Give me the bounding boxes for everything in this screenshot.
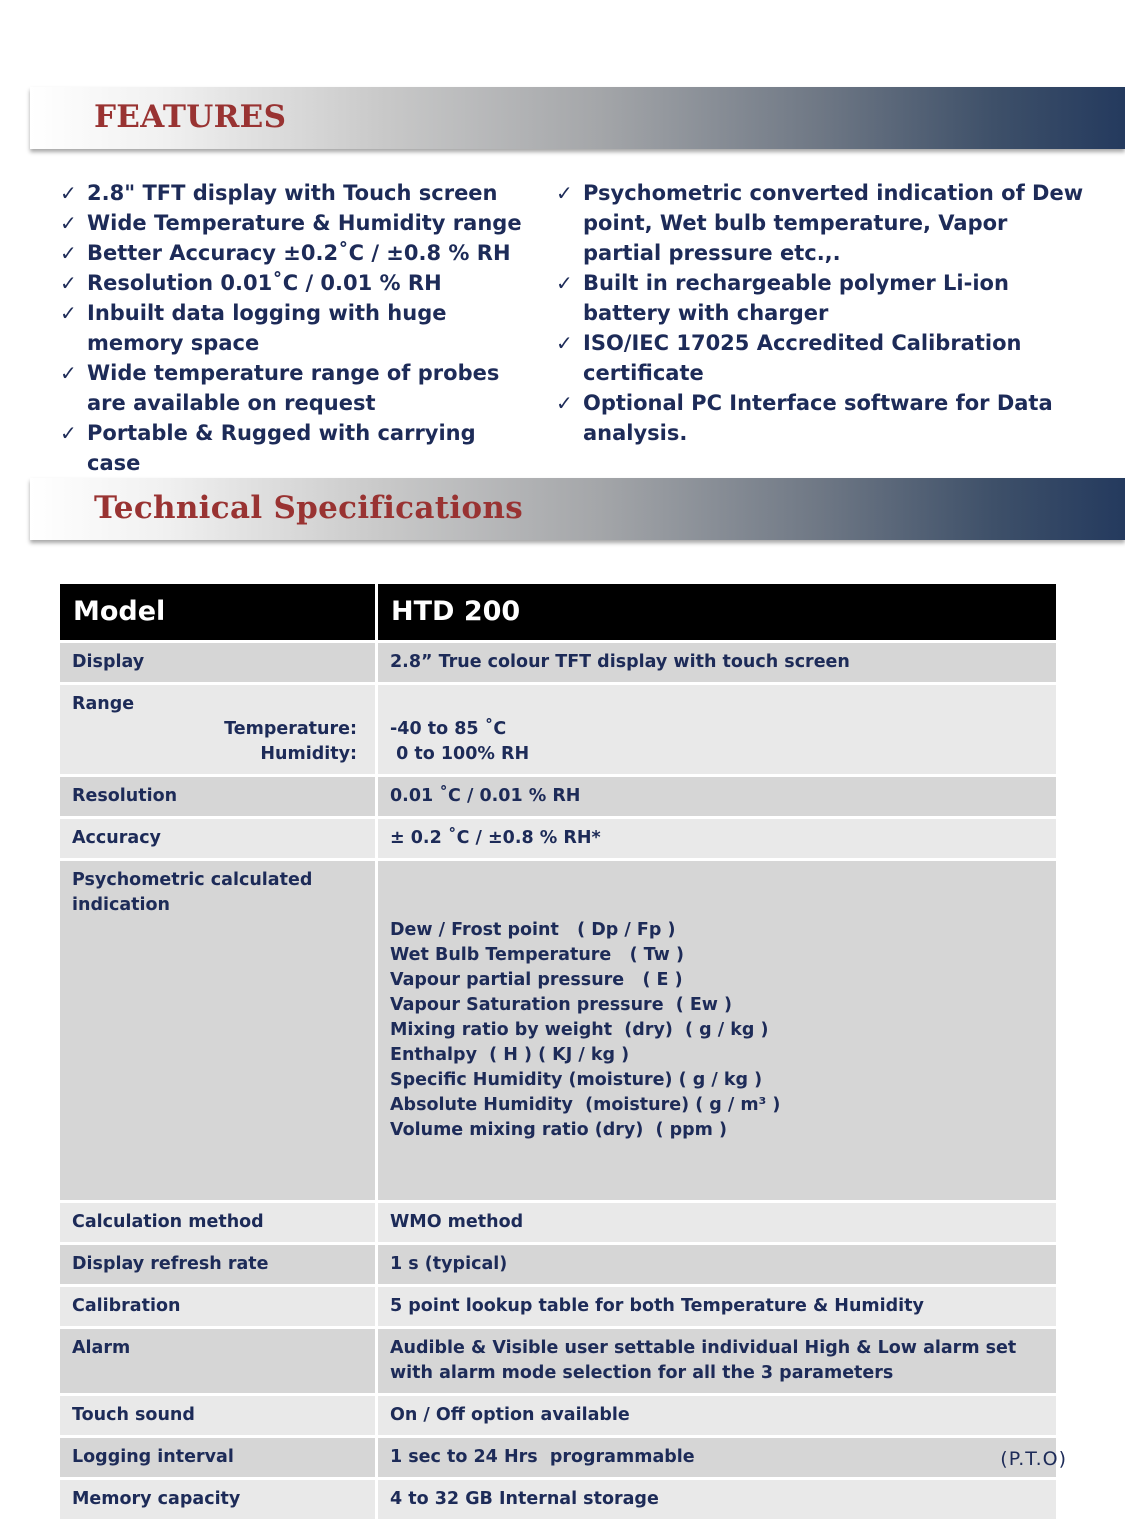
check-icon: ✓ bbox=[60, 421, 77, 445]
spec-label: Model bbox=[59, 583, 377, 642]
check-icon: ✓ bbox=[60, 241, 77, 265]
check-icon: ✓ bbox=[556, 181, 573, 205]
feature-item: ✓ Wide Temperature & Humidity range bbox=[60, 208, 530, 238]
spec-label: Display refresh rate bbox=[59, 1244, 377, 1286]
check-icon: ✓ bbox=[556, 391, 573, 415]
psychometric-item: Specific Humidity (moisture) ( g / kg ) bbox=[390, 1070, 763, 1090]
spec-row-calculation bbox=[59, 1202, 1058, 1244]
spec-row-logging bbox=[59, 1437, 1058, 1479]
humidity-range-value: 0 to 100% RH bbox=[390, 744, 530, 764]
spec-row-refresh bbox=[59, 1244, 1058, 1286]
feature-item: ✓ Built in rechargeable polymer Li-ion battery with charger bbox=[556, 268, 1086, 328]
spec-label: Memory capacity bbox=[59, 1479, 377, 1521]
feature-item: ✓ Wide temperature range of probes are available on request bbox=[60, 358, 530, 418]
feature-item: ✓ Optional PC Interface software for Data analysis. bbox=[556, 388, 1086, 448]
psychometric-item: Vapour partial pressure ( E ) bbox=[390, 970, 683, 990]
check-icon: ✓ bbox=[556, 271, 573, 295]
check-icon: ✓ bbox=[60, 181, 77, 205]
feature-item: ✓ Better Accuracy ±0.2˚C / ±0.8 % RH bbox=[60, 238, 530, 268]
spec-value: 1 s (typical) bbox=[377, 1244, 1058, 1286]
psychometric-item: Wet Bulb Temperature ( Tw ) bbox=[390, 945, 684, 965]
spec-label: Logging interval bbox=[59, 1437, 377, 1479]
spec-header-row bbox=[59, 583, 1058, 642]
spec-row-touch bbox=[59, 1395, 1058, 1437]
spec-table bbox=[57, 581, 1059, 1522]
humidity-sublabel: Humidity: bbox=[260, 744, 357, 764]
spec-value: 1 sec to 24 Hrs programmable bbox=[377, 1437, 1058, 1479]
features-heading: FEATURES bbox=[94, 99, 287, 135]
specs-heading: Technical Specifications bbox=[94, 490, 523, 526]
psychometric-item: Absolute Humidity (moisture) ( g / m³ ) bbox=[390, 1095, 781, 1115]
spec-row-display bbox=[59, 642, 1058, 684]
spec-value: 2.8” True colour TFT display with touch screen bbox=[377, 642, 1058, 684]
spec-row-psychometric bbox=[59, 860, 1058, 1202]
check-icon: ✓ bbox=[556, 331, 573, 355]
psychometric-item: Mixing ratio by weight (dry) ( g / kg ) bbox=[390, 1020, 769, 1040]
spec-row-calibration bbox=[59, 1286, 1058, 1328]
spec-label: Range bbox=[72, 694, 135, 714]
temperature-range-value: -40 to 85 ˚C bbox=[390, 719, 507, 739]
check-icon: ✓ bbox=[60, 301, 77, 325]
check-icon: ✓ bbox=[60, 271, 77, 295]
spec-value: On / Off option available bbox=[377, 1395, 1058, 1437]
spec-label: Resolution bbox=[59, 776, 377, 818]
check-icon: ✓ bbox=[60, 361, 77, 385]
spec-value: ± 0.2 ˚C / ±0.8 % RH* bbox=[377, 818, 1058, 860]
psychometric-item: Vapour Saturation pressure ( Ew ) bbox=[390, 995, 733, 1015]
psychometric-item: Volume mixing ratio (dry) ( ppm ) bbox=[390, 1120, 727, 1140]
psychometric-item: Dew / Frost point ( Dp / Fp ) bbox=[390, 920, 676, 940]
spec-label: Calculation method bbox=[59, 1202, 377, 1244]
check-icon: ✓ bbox=[60, 211, 77, 235]
spec-value-cell bbox=[377, 684, 1058, 776]
spec-label: Accuracy bbox=[59, 818, 377, 860]
pto-note: (P.T.O) bbox=[1000, 1448, 1067, 1470]
features-list-right bbox=[556, 178, 1086, 448]
feature-item: ✓ Resolution 0.01˚C / 0.01 % RH bbox=[60, 268, 530, 298]
feature-item: ✓ ISO/IEC 17025 Accredited Calibration certificate bbox=[556, 328, 1086, 388]
feature-item: ✓ Portable & Rugged with carrying case bbox=[60, 418, 530, 478]
spec-value: Audible & Visible user settable individual High & Low alarm set with alarm mode selection for all the 3 parameters bbox=[377, 1328, 1058, 1395]
spec-label: Psychometric calculated indication bbox=[59, 860, 377, 1202]
spec-row-resolution bbox=[59, 776, 1058, 818]
spec-value: 0.01 ˚C / 0.01 % RH bbox=[377, 776, 1058, 818]
spec-label: Calibration bbox=[59, 1286, 377, 1328]
spec-row-accuracy bbox=[59, 818, 1058, 860]
spec-label: Alarm bbox=[59, 1328, 377, 1395]
psychometric-item: Enthalpy ( H ) ( KJ / kg ) bbox=[390, 1045, 630, 1065]
spec-value: 5 point lookup table for both Temperature & Humidity bbox=[377, 1286, 1058, 1328]
specs-banner bbox=[30, 478, 1125, 540]
spec-value-cell bbox=[377, 860, 1058, 1202]
feature-item: ✓ 2.8" TFT display with Touch screen bbox=[60, 178, 530, 208]
spec-row-alarm bbox=[59, 1328, 1058, 1395]
spec-label-cell bbox=[59, 684, 377, 776]
feature-item: ✓ Inbuilt data logging with huge memory space bbox=[60, 298, 530, 358]
spec-label: Touch sound bbox=[59, 1395, 377, 1437]
spec-value: 4 to 32 GB Internal storage bbox=[377, 1479, 1058, 1521]
features-list-left bbox=[60, 178, 530, 478]
spec-label: Display bbox=[59, 642, 377, 684]
feature-item: ✓ Psychometric converted indication of Dew point, Wet bulb temperature, Vapor partial pressure etc.,. bbox=[556, 178, 1086, 268]
spec-row-range bbox=[59, 684, 1058, 776]
features-banner bbox=[30, 87, 1125, 149]
spec-value: WMO method bbox=[377, 1202, 1058, 1244]
temperature-sublabel: Temperature: bbox=[224, 719, 357, 739]
spec-value: HTD 200 bbox=[377, 583, 1058, 642]
